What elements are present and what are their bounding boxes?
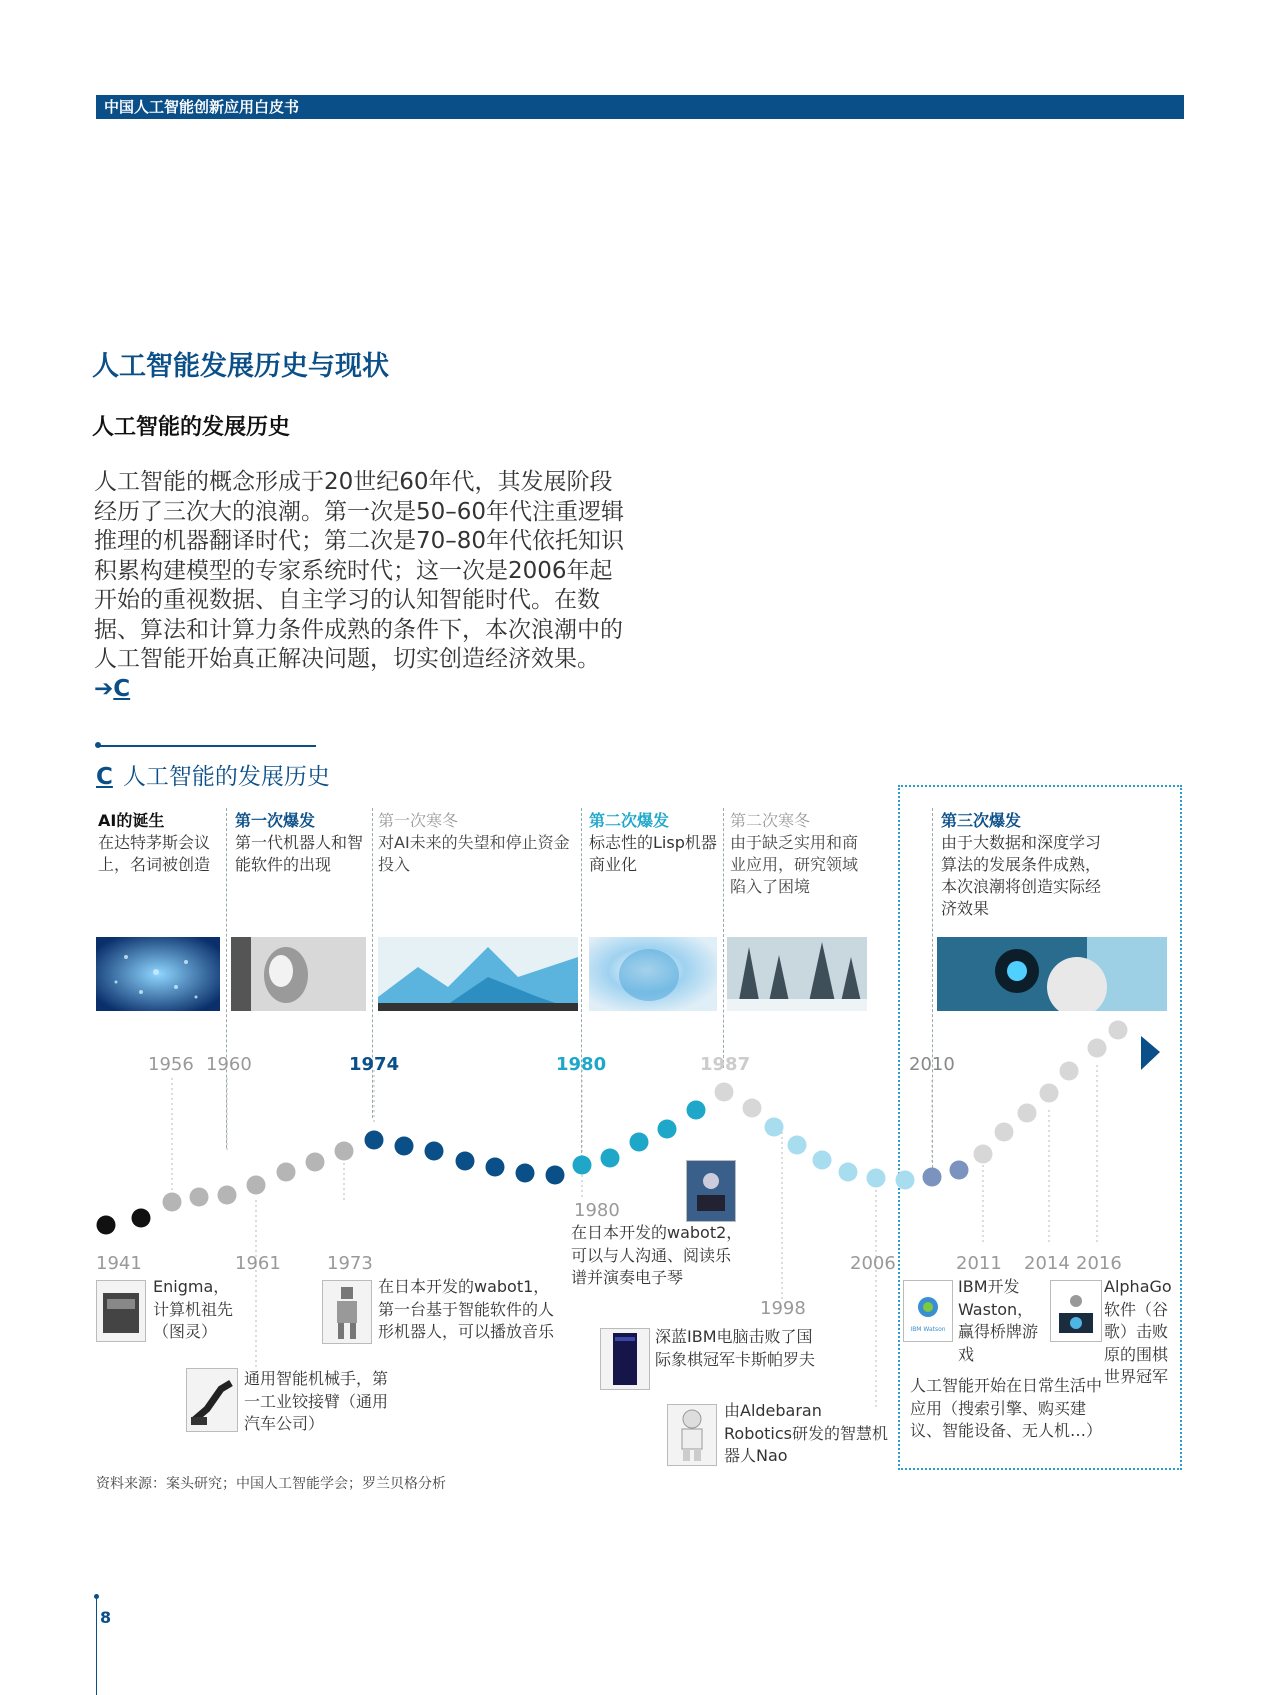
page-number: 8 (100, 1608, 112, 1627)
event-year: 1980 (574, 1200, 620, 1221)
section-title: 人工智能发展历史与现状 (92, 351, 389, 382)
year-label-1960: 1960 (206, 1054, 252, 1075)
nao-robot-thumbnail (667, 1404, 717, 1466)
timeline-dot (765, 1118, 784, 1137)
timeline-dot (1040, 1084, 1059, 1103)
timeline-dot (486, 1158, 505, 1177)
era-desc: 对AI未来的失望和停止资金投入 (378, 833, 570, 874)
year-label-2010: 2010 (909, 1054, 955, 1075)
timeline-dot (1088, 1039, 1107, 1058)
timeline-dot (788, 1136, 807, 1155)
timeline-dot (218, 1186, 237, 1205)
timeline-dot (277, 1163, 296, 1182)
deep-blue-thumbnail (600, 1328, 650, 1390)
header-title: 中国人工智能创新应用白皮书 (104, 98, 300, 116)
era-title: AI的诞生 (98, 811, 165, 830)
era-desc: 第一代机器人和智能软件的出现 (235, 833, 364, 874)
event-text: 在日本开发的wabot2，可以与人沟通、阅读乐谱并演奏电子琴 (571, 1223, 743, 1287)
ibm-watson-thumbnail (903, 1280, 953, 1342)
figure-reference-link[interactable]: ➔C (94, 675, 131, 702)
timeline-dot (630, 1133, 649, 1152)
event-year: 1941 (96, 1253, 142, 1274)
year-label-1974: 1974 (349, 1054, 400, 1075)
timeline-dot (743, 1099, 762, 1118)
timeline-dot (573, 1156, 592, 1175)
timeline-dot (950, 1161, 969, 1180)
timeline-dot (923, 1168, 942, 1187)
event-year: 2016 (1076, 1253, 1122, 1274)
timeline-dot (687, 1101, 706, 1120)
timeline-dot (1109, 1021, 1128, 1040)
event-year: 1973 (327, 1253, 373, 1274)
timeline-dot (601, 1149, 620, 1168)
alphago-thumbnail (1050, 1280, 1102, 1342)
watson-label: IBM Watson (910, 1326, 946, 1333)
event-year: 2014 (1024, 1253, 1070, 1274)
timeline-dot (97, 1216, 116, 1235)
figure-title-text: 人工智能的发展历史 (122, 764, 330, 790)
era-desc: 标志性的Lisp机器商业化 (589, 833, 717, 874)
era-title: 第三次爆发 (941, 811, 1022, 830)
timeline-dot (395, 1137, 414, 1156)
timeline-arrow (1141, 1036, 1160, 1070)
timeline-dot (995, 1123, 1014, 1142)
event-text: AlphaGo软件（谷歌）击败原的围棋世界冠军 (1104, 1277, 1172, 1386)
timeline-dot (839, 1163, 858, 1182)
wabot2-thumbnail (686, 1160, 736, 1222)
timeline-dot (546, 1166, 565, 1185)
event-year: 1961 (235, 1253, 281, 1274)
timeline-dot (163, 1193, 182, 1212)
era-desc: 在达特茅斯会议上，名词被创造 (98, 833, 211, 874)
timeline-dot (1060, 1062, 1079, 1081)
era-desc: 由于大数据和深度学习算法的发展条件成熟，本次浪潮将创造实际经济效果 (941, 833, 1102, 918)
era-title: 第一次寒冬 (378, 811, 459, 830)
event-text: 在日本开发的wabot1，第一台基于智能软件的人形机器人，可以播放音乐 (378, 1277, 555, 1341)
event-text: Enigma，计算机祖先（图灵） (153, 1277, 234, 1341)
year-label-1956: 1956 (148, 1054, 194, 1075)
era-title: 第二次寒冬 (730, 811, 811, 830)
timeline-dot (715, 1083, 734, 1102)
figure-label: C (96, 764, 113, 790)
event-text: 由Aldebaran Robotics研发的智慧机器人Nao (724, 1401, 888, 1465)
event-text: 通用智能机械手，第一工业铰接臂（通用汽车公司） (244, 1369, 389, 1433)
event-text: 深蓝IBM电脑击败了国际象棋冠军卡斯帕罗夫 (655, 1327, 816, 1369)
timeline-dot (190, 1188, 209, 1207)
era-desc: 由于缺乏实用和商业应用，研究领域陷入了困境 (730, 833, 859, 896)
body-text: 人工智能的概念形成于20世纪60年代，其发展阶段经历了三次大的浪潮。第一次是50–60年代注重逻辑推理的机器翻译时代；第二次是70–80年代依托知识积累构建模型的专家系统时代；这一次是2006年起开始的重视数据、自主学习的认知智能时代。在数据、算法和计算力条件成熟的条件下，本次浪潮中的人工智能开始真正解决问题，切实创造经济效果。 (94, 469, 625, 672)
year-label-1987: 1987 (700, 1054, 751, 1075)
source-note: 资料来源：案头研究；中国人工智能学会；罗兰贝格分析 (96, 1476, 446, 1492)
timeline-dot (247, 1176, 266, 1195)
event-year: 2011 (956, 1253, 1002, 1274)
subsection-title: 人工智能的发展历史 (92, 415, 291, 440)
era-title: 第二次爆发 (589, 811, 670, 830)
wabot1-thumbnail (322, 1280, 372, 1344)
timeline-dot (1018, 1104, 1037, 1123)
timeline-dot (867, 1169, 886, 1188)
timeline-dot (813, 1151, 832, 1170)
timeline-dot (132, 1209, 151, 1228)
era-title: 第一次爆发 (235, 811, 316, 830)
timeline-dot (516, 1164, 535, 1183)
timeline-dot (365, 1131, 384, 1150)
timeline-dot (425, 1142, 444, 1161)
event-text: IBM开发Waston，赢得桥牌游戏 (958, 1277, 1039, 1364)
enigma-thumbnail (96, 1280, 146, 1342)
event-text: 人工智能开始在日常生活中应用（搜索引擎、购买建议、智能设备、无人机…） (910, 1376, 1103, 1440)
robot-arm-thumbnail (186, 1368, 238, 1432)
timeline-dot (335, 1142, 354, 1161)
year-label-1980: 1980 (556, 1054, 607, 1075)
page-marker-line (96, 1598, 97, 1695)
timeline-dot (896, 1171, 915, 1190)
event-year: 2006 (850, 1253, 896, 1274)
timeline-dot (974, 1145, 993, 1164)
event-year: 1998 (760, 1298, 806, 1319)
timeline-dot (306, 1153, 325, 1172)
timeline-dot (658, 1120, 677, 1139)
timeline-dot (456, 1152, 475, 1171)
